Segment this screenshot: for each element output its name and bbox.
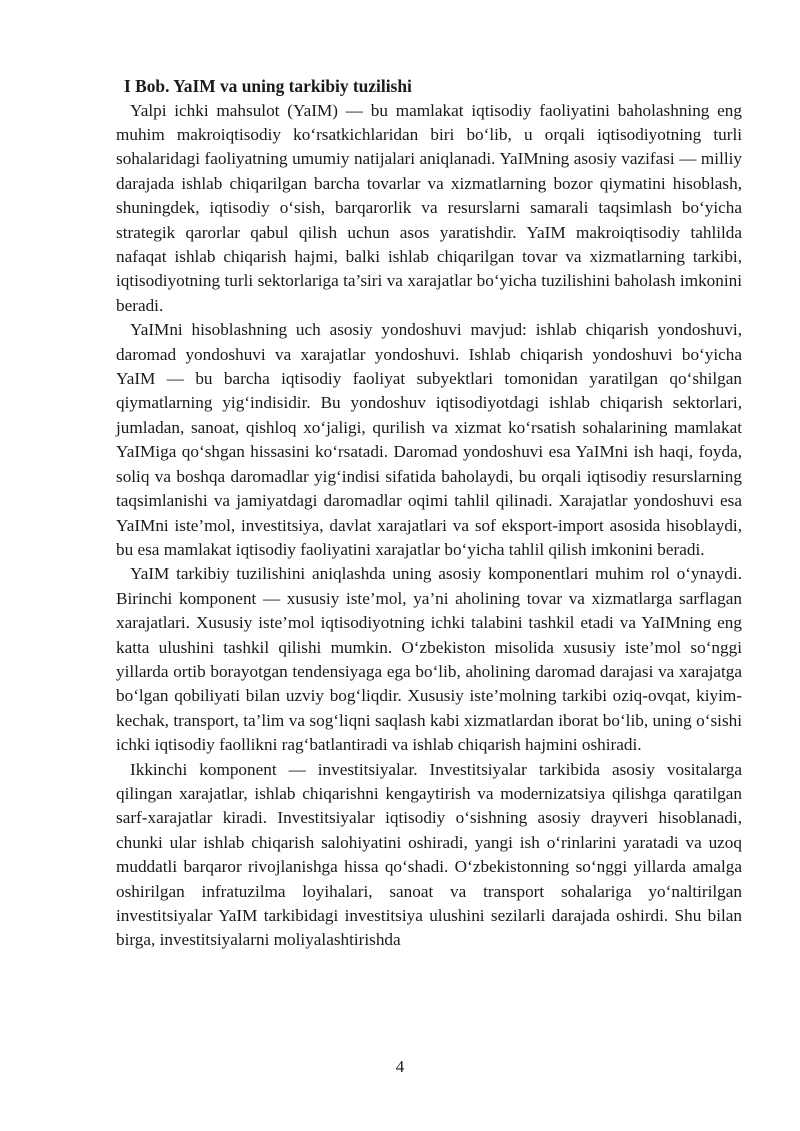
paragraph-4: Ikkinchi komponent — investitsiyalar. Investitsiyalar tarkibida asosiy vositalarga qilingan xarajatlar, ishlab chiqarishni kengaytirish va modernizatsiya qilishga qaratilgan sarf-xarajatlar kiradi. Investitsiyalar iqtisodiy o‘sishning asosiy drayveri hisoblanadi, chunki ular ishlab chiqarish salohiyatini oshiradi, yangi ish o‘rinlarini yaratadi va uzoq muddatli barqaror rivojlanishga hissa qo‘shadi. O‘zbekistonning so‘nggi yillarda amalga oshirilgan infratuzilma loyihalari, sanoat va transport sohalariga yo‘naltirilgan investitsiyalar YaIM tarkibidagi investitsiya ulushini sezilarli darajada oshirdi. Shu bilan birga, investitsiyalarni moliyalashtirishda bbox=[116, 759, 742, 950]
paragraph-3: YaIM tarkibiy tuzilishini aniqlashda uning asosiy komponentlari muhim rol o‘ynaydi. Birinchi komponent — xususiy iste’mol, ya’ni aholining tovar va xizmatlarga sarflagan xarajatlari. Xususiy iste’mol iqtisodiyotning ichki talabini tashkil etadi va YaIMning eng katta ulushini tashkil qilishi mumkin. O‘zbekiston misolida xususiy iste’mol so‘nggi yillarda ortib borayotgan tendensiyaga ega bo‘lib, aholining daromad darajasi va xarajatga bo‘lgan qobiliyati bilan uzviy bog‘liqdir. Xususiy iste’molning tarkibi oziq-ovqat, kiyim-kechak, transport, ta’lim va sog‘liqni saqlash kabi xizmatlardan iborat bo‘lib, uning o‘sishi ichki iqtisodiy faollikni rag‘batlantiradi va ishlab chiqarish hajmini oshiradi. bbox=[116, 564, 742, 755]
paragraph-2: YaIMni hisoblashning uch asosiy yondoshuvi mavjud: ishlab chiqarish yondoshuvi, daromad yondoshuvi va xarajatlar yondoshuvi. Ishlab chiqarish yondoshuvi bo‘yicha YaIM — bu barcha iqtisodiy faoliyat subyektlari tomonidan yaratilgan qo‘shilgan qiymatlarning yig‘indisidir. Bu yondoshuv iqtisodiyotdagi ishlab chiqarish sektorlari, jumladan, sanoat, qishloq xo‘jaligi, qurilish va xizmat ko‘rsatish sohalarining mamlakat YaIMiga qo‘shgan hissasini ko‘rsatadi. Daromad yondoshuvi esa YaIMni ish haqi, foyda, soliq va boshqa daromadlar yig‘indisi sifatida baholaydi, bu orqali iqtisodiy resurslarning taqsimlanishi va jamiyatdagi daromadlar oqimi tahlil qilinadi. Xarajatlar yondoshuvi esa YaIMni iste’mol, investitsiya, davlat xarajatlari va sof eksport-import asosida hisoblaydi, bu esa mamlakat iqtisodiy faoliyatini xarajatlar bo‘yicha tahlil qilish imkonini beradi. bbox=[116, 320, 742, 559]
paragraph-1: Yalpi ichki mahsulot (YaIM) — bu mamlakat iqtisodiy faoliyatini baholashning eng muhim makroiqtisodiy ko‘rsatkichlaridan biri bo‘lib, u orqali iqtisodiyotning turli sohalaridagi faoliyatning umumiy natijalari aniqlanadi. YaIMning asosiy vazifasi — milliy darajada ishlab chiqarilgan barcha tovarlar va xizmatlarning bozor qiymatini hisoblash, shuningdek, iqtisodiy o‘sish, barqarorlik va resurslarni samarali taqsimlash bo‘yicha strategik qarorlar qabul qilish uchun asos yaratishdir. YaIM makroiqtisodiy tahlilda nafaqat ishlab chiqarish hajmi, balki ishlab chiqarilgan tovar va xizmatlarning tarkibi, iqtisodiyotning turli sektorlariga ta’siri va xarajatlar bo‘yicha tuzilishini baholash imkonini beradi. bbox=[116, 100, 742, 315]
chapter-heading: I Bob. YaIM va uning tarkibiy tuzilishi bbox=[124, 76, 412, 96]
page-number: 4 bbox=[395, 1057, 405, 1076]
document-page bbox=[116, 74, 742, 953]
